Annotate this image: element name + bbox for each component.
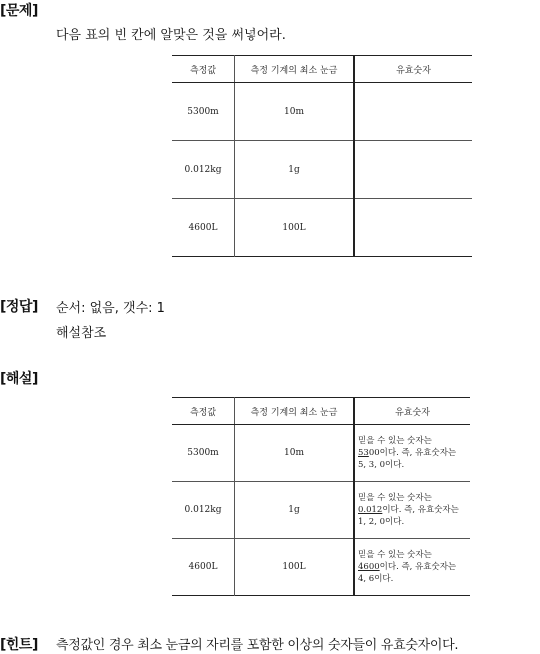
underlined-digits: 0.012 [358, 505, 383, 515]
problem-label: [문제] [0, 3, 38, 19]
table-row [172, 199, 472, 257]
hint-label: [힌트] [0, 637, 38, 653]
header-significant-figures: 유효숫자 [354, 56, 472, 83]
explanation-line: 5, 3, 0이다. [358, 460, 405, 470]
table-row [172, 141, 472, 199]
header-measured-value: 측정값 [172, 398, 235, 425]
problem-text: 다음 표의 빈 칸에 알맞은 것을 써넣어라. [56, 28, 286, 43]
explanation-line: 1, 2, 0이다. [358, 517, 405, 527]
explanation-line: 믿을 수 있는 숫자는 [358, 436, 432, 446]
table-row [172, 83, 472, 141]
cell-value: 5300m [172, 425, 235, 482]
explanation-line [358, 561, 469, 573]
table-row [172, 539, 470, 596]
underlined-digits: 53 [358, 448, 369, 458]
cell-scale: 100L [235, 199, 355, 257]
table-header-row [172, 398, 470, 425]
explanation-line [358, 447, 469, 459]
cell-scale: 1g [235, 482, 355, 539]
answer-line2: 해설참조 [56, 326, 107, 341]
cell-scale: 10m [235, 83, 355, 141]
answer-line1: 순서: 없음, 갯수: 1 [56, 301, 165, 316]
cell-blank [354, 141, 472, 199]
cell-value: 4600L [172, 199, 235, 257]
answer-label: [정답] [0, 299, 38, 315]
cell-scale: 1g [235, 141, 355, 199]
table-row [172, 482, 470, 539]
table-row [172, 425, 470, 482]
header-measured-value: 측정값 [172, 56, 235, 83]
cell-explanation [354, 482, 470, 539]
explanation-table [172, 397, 470, 596]
cell-blank [354, 83, 472, 141]
cell-value: 5300m [172, 83, 235, 141]
explanation-label: [해설] [0, 371, 38, 387]
explanation-line-rest: 이다. 즉, 유효숫자는 [382, 505, 459, 515]
cell-blank [354, 199, 472, 257]
underlined-digits: 4600 [358, 562, 380, 572]
cell-scale: 10m [235, 425, 355, 482]
header-significant-figures: 유효숫자 [354, 398, 470, 425]
explanation-line: 믿을 수 있는 숫자는 [358, 550, 432, 560]
problem-table [172, 55, 472, 257]
explanation-line-rest: 00이다. 즉, 유효숫자는 [368, 448, 457, 458]
cell-value: 4600L [172, 539, 235, 596]
cell-explanation [354, 425, 470, 482]
explanation-line: 믿을 수 있는 숫자는 [358, 493, 432, 503]
cell-value: 0.012kg [172, 141, 235, 199]
explanation-line-rest: 이다. 즉, 유효숫자는 [379, 562, 457, 572]
hint-text: 측정값인 경우 최소 눈금의 자리를 포함한 이상의 숫자들이 유효숫자이다. [56, 638, 459, 653]
explanation-line: 4, 6이다. [358, 574, 394, 584]
header-min-scale: 측정 기계의 최소 눈금 [235, 56, 355, 83]
explanation-line [358, 504, 469, 516]
cell-value: 0.012kg [172, 482, 235, 539]
cell-explanation [354, 539, 470, 596]
header-min-scale: 측정 기계의 최소 눈금 [235, 398, 355, 425]
cell-scale: 100L [235, 539, 355, 596]
table-header-row [172, 56, 472, 83]
